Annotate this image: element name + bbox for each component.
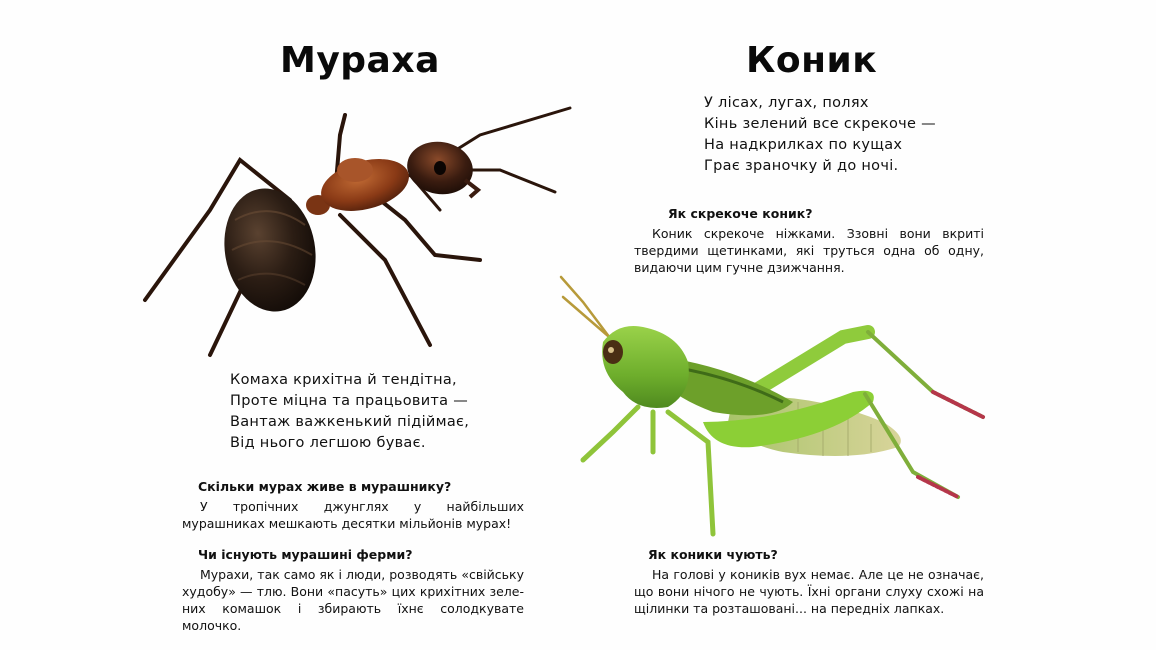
poem-line: Комаха крихітна й тендітна, [230, 372, 457, 388]
poem-line: На надкрилках по кущах [704, 137, 903, 153]
grasshopper-poem [704, 93, 936, 177]
poem-line: У лісах, лугах, полях [704, 95, 869, 111]
poem-line: Проте міцна та працьовита — [230, 393, 469, 409]
ant-qa-2 [182, 546, 524, 634]
ant-photo [140, 100, 580, 370]
answer: На голові у коників вух немає. Але це не означає, що вони нічого не чують. Їхні органи слуху схожі на щілинки та розташовані... на передніх лапках. [634, 567, 984, 616]
grasshopper-page [578, 0, 1156, 650]
poem-line: Від нього легшою буває. [230, 435, 426, 451]
question: Як скрекоче коник? [668, 206, 813, 221]
ant-title: Мураха [280, 40, 440, 81]
question: Скільки мурах живе в мурашнику? [198, 479, 452, 494]
grasshopper-qa-1 [634, 205, 984, 276]
question: Як коники чують? [648, 547, 778, 562]
grasshopper-qa-2 [634, 546, 984, 617]
poem-line: Грає зраночку й до ночі. [704, 158, 899, 174]
answer: Коник скрекоче ніжками. Ззовні вони вкриті твердими щетинками, які труться одна об одну, видаючи цим гучне дзижчання. [634, 226, 984, 275]
grasshopper-photo [553, 272, 1013, 542]
grasshopper-title: Коник [746, 40, 878, 81]
poem-line: Кінь зелений все скрекоче — [704, 116, 936, 132]
poem-line: Вантаж важкенький підіймає, [230, 414, 470, 430]
ant-qa-1 [182, 478, 524, 532]
question: Чи існують мурашині ферми? [198, 547, 413, 562]
ant-poem [230, 370, 469, 454]
answer: Мурахи, так само як і люди, розводять «свійську худобу» — тлю. Вони «пасуть» цих крихітних зелених комашок і збирають їхнє солодкувате молочко. [182, 567, 524, 633]
answer: У тропічних джунглях у найбільших мурашниках мешкають десятки мільйонів мурах! [182, 499, 524, 531]
